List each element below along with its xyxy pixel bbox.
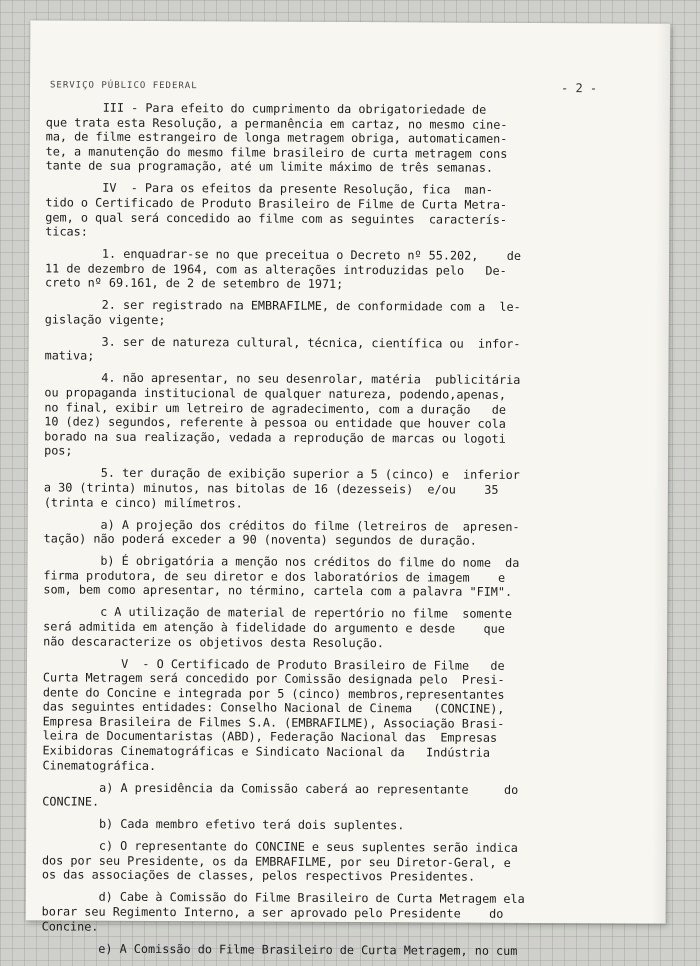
text-line: Cinematográfica. — [42, 758, 157, 773]
paragraph — [42, 839, 622, 886]
text-line: CONCINE. — [42, 794, 100, 809]
letterhead: SERVIÇO PÚBLICO FEDERAL — [49, 80, 198, 92]
text-line: 10 (dez) segundos, referente à pessoa ou entidade que houver cola — [44, 414, 506, 432]
text-line: firma produtora, de seu diretor e dos laboratórios de imagem e — [43, 568, 506, 585]
text-line: borado na sua realização, vedada a reprodução de marcas ou logoti — [44, 429, 506, 446]
text-line: borar seu Regimento Interno, a ser aprovado pelo Presidente do — [41, 904, 504, 921]
paragraph — [45, 334, 625, 366]
page-number: - 2 - — [560, 81, 598, 96]
text-line: b) É obrigatória a menção nos créditos do filme do nome da — [43, 553, 520, 571]
paragraph — [43, 605, 623, 652]
text-line: 1. enquadrar-se no que preceitua o Decreto nº 55.202, de — [45, 246, 522, 264]
text-line: 11 de dezembro de 1964, com as alterações introduzidas pelo De- — [45, 261, 507, 278]
paragraph — [45, 181, 625, 242]
paragraph — [41, 941, 621, 959]
text-line: 4. não apresentar, no seu desenrolar, matéria publicitária — [44, 370, 521, 388]
text-line: tação) não poderá exceder a 90 (noventa) segundos de duração. — [43, 531, 477, 548]
paragraph — [44, 517, 624, 549]
text-line: Exibidoras Cinematográficas e Sindicato Nacional da Indústria — [42, 743, 491, 760]
text-line: ticas: — [45, 224, 88, 239]
paragraph — [44, 466, 624, 513]
text-line: Curta Metragem será concedido por Comissão designada pelo Presi- — [42, 670, 505, 687]
paragraph — [45, 247, 625, 294]
text-line: III - Para efeito do cumprimento da obrigatoriedade de — [45, 100, 487, 117]
text-line: creto nº 69.161, de 2 de setembro de 1971; — [44, 275, 344, 292]
text-line: ou propaganda institucional de qualquer natureza, podendo,apenas, — [44, 385, 507, 402]
text-line: no final, exibir um letreiro de agradecimento, com a duração de — [44, 400, 507, 417]
text-line: 2. ser registrado na EMBRAFILME, de conformidade com a le- — [44, 297, 521, 315]
paragraph — [42, 656, 623, 776]
text-line: das seguintes entidades: Conselho Nacional de Cinema (CONCINE), — [42, 699, 505, 717]
text-line: te, a manutenção do mesmo filme brasileiro de curta metragem cons — [45, 144, 508, 161]
text-line: Empresa Brasileira de Filmes S.A. (EMBRAFILME), Associação Brasi- — [42, 714, 505, 731]
paragraph — [42, 890, 622, 937]
text-line: gislação vigente; — [44, 312, 166, 327]
text-line: 5. ter duração de exibição superior a 5 (cinco) e inferior — [43, 465, 520, 483]
text-line: não descaracterize os objetivos desta Resolução. — [43, 633, 385, 650]
text-line: pos; — [44, 443, 73, 458]
text-line: a) A presidência da Comissão caberá ao representante do — [42, 780, 519, 797]
text-line: tante de sua programação, até um limite máximo de três semanas. — [45, 158, 494, 176]
text-line: a) A projeção dos créditos do filme (letreiros de apresen- — [43, 516, 520, 534]
document-page — [26, 20, 671, 958]
text-line: será admitida em atenção à fidelidade do argumento e desde que — [43, 619, 505, 636]
text-line: dente do Concine e integrada por 5 (cinco) membros,representantes — [42, 685, 505, 702]
text-line: e) A Comissão do Filme Brasileiro de Curta Metragem, no cum — [41, 940, 518, 958]
text-line: d) Cabe à Comissão do Filme Brasileiro de Curta Metragem ela — [41, 889, 525, 907]
paragraph — [42, 817, 622, 835]
text-line: IV - Para os efeitos da presente Resolução, fica man- — [45, 180, 493, 198]
text-line: leira de Documentaristas (ABD), Federação Nacional das Empresas — [42, 728, 498, 746]
text-line: tido o Certificado de Produto Brasileiro de Filme de Curta Metra- — [45, 195, 508, 212]
text-line: Concine. — [41, 918, 99, 934]
text-line: dos por seu Presidente, os da EMBRAFILME, por seu Diretor-Geral, e — [41, 853, 511, 870]
text-line: V - O Certificado de Produto Brasileiro de Filme de — [42, 655, 505, 673]
text-line: (trinta e cinco) milímetros. — [43, 495, 243, 511]
text-line: 3. ser de natureza cultural, técnica, científica ou infor- — [44, 334, 521, 351]
paragraph — [42, 780, 622, 812]
text-line: c) O representante do CONCINE e seus suplentes serão indica — [42, 838, 518, 856]
text-line: b) Cada membro efetivo terá dois suplentes. — [42, 816, 405, 833]
paragraph — [45, 298, 625, 330]
text-line: mativa; — [44, 348, 95, 364]
text-line: ma, de filme estrangeiro de longa metragem obriga, automaticamen- — [45, 129, 508, 147]
text-line: c A utilização de material de repertório no filme somente — [43, 604, 513, 622]
text-line: som, bem como apresentar, no término, cartela com a palavra "FIM". — [43, 582, 513, 600]
paragraph — [46, 100, 626, 176]
text-line: gem, o qual será concedido ao filme com as seguintes caracterís- — [45, 209, 508, 227]
paragraph — [44, 371, 624, 462]
text-line: que trata esta Resolução, a permanência em cartaz, no mesmo cine- — [45, 115, 508, 132]
paragraph — [43, 554, 623, 601]
text-line: os das associações de classes, pelos respectivos Presidentes. — [41, 867, 476, 885]
document-body — [41, 100, 626, 966]
text-line: a 30 (trinta) minutos, nas bitolas de 16 (dezesseis) e/ou 35 — [43, 480, 499, 497]
